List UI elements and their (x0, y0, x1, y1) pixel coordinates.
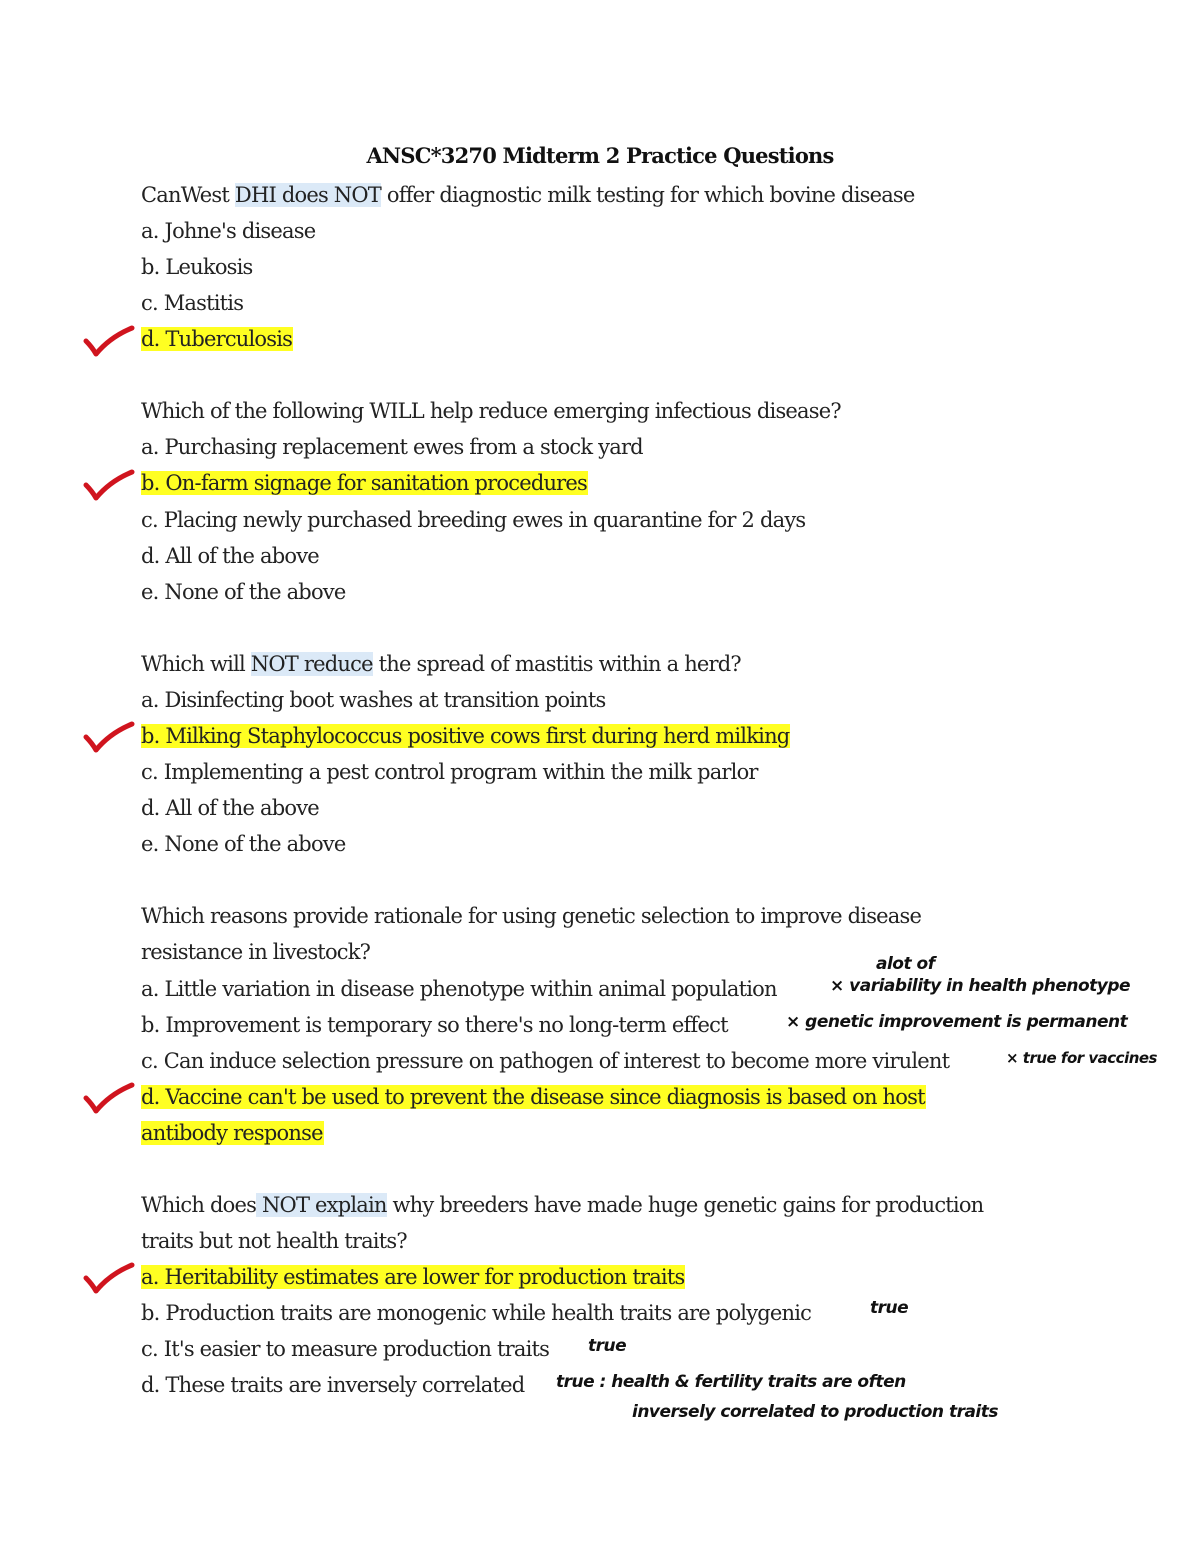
question-2-option-a: a. Purchasing replacement ewes from a stock yard (141, 435, 643, 459)
checkmark-icon (82, 1262, 136, 1296)
answer-highlight: b. On-farm signage for sanitation procedures (141, 471, 588, 495)
question-1-option-a: a. Johne's disease (141, 219, 316, 243)
question-2-option-e: e. None of the above (141, 580, 346, 604)
handwritten-note: alot of (876, 954, 935, 974)
question-3-option-a: a. Disinfecting boot washes at transition points (141, 688, 606, 712)
checkmark-icon (82, 469, 136, 503)
question-1-option-d (141, 324, 293, 354)
page-title: ANSC*3270 Midterm 2 Practice Questions (366, 143, 834, 168)
question-2-option-b (141, 468, 588, 498)
question-1-option-b: b. Leukosis (141, 255, 253, 279)
checkmark-icon (82, 721, 136, 755)
question-4-stem-line-1: Which reasons provide rationale for using genetic selection to improve disease (141, 904, 922, 928)
handwritten-note: true : health & fertility traits are often (556, 1372, 906, 1392)
answer-highlight: b. Milking Staphylococcus positive cows first during herd milking (141, 724, 790, 748)
question-2-option-d: d. All of the above (141, 544, 319, 568)
handwritten-note: inversely correlated to production traits (632, 1402, 999, 1422)
text-selection: NOT reduce (250, 652, 373, 676)
handwritten-note: × variability in health phenotype (830, 976, 1131, 996)
question-5-option-c: c. It's easier to measure production traits (141, 1337, 550, 1361)
question-4-option-d (141, 1082, 926, 1112)
question-3-option-e: e. None of the above (141, 832, 346, 856)
handwritten-note: × true for vaccines (1006, 1049, 1157, 1067)
question-1-option-c: c. Mastitis (141, 291, 244, 315)
question-3-option-d: d. All of the above (141, 796, 319, 820)
answer-highlight: d. Tuberculosis (141, 327, 293, 351)
question-5-option-b: b. Production traits are monogenic while health traits are polygenic (141, 1301, 812, 1325)
question-4-stem-line-2: resistance in livestock? (141, 940, 371, 964)
text-selection: DHI does NOT (234, 183, 381, 207)
text-selection: NOT explain (256, 1193, 387, 1217)
question-4-option-a: a. Little variation in disease phenotype within animal population (141, 977, 777, 1001)
question-2-stem: Which of the following WILL help reduce emerging infectious disease? (141, 399, 841, 423)
question-5-stem-line-1: Which does NOT explain why breeders have made huge genetic gains for production (141, 1193, 984, 1217)
handwritten-note: true (870, 1298, 909, 1318)
question-3-stem: Which will NOT reduce the spread of mastitis within a herd? (141, 652, 741, 676)
question-5-option-a (141, 1262, 685, 1292)
question-4-option-d-continued (141, 1118, 324, 1148)
handwritten-note: × genetic improvement is permanent (786, 1012, 1128, 1032)
checkmark-icon (82, 1082, 136, 1116)
question-5-stem-line-2: traits but not health traits? (141, 1229, 407, 1253)
checkmark-icon (82, 325, 136, 359)
question-3-option-c: c. Implementing a pest control program within the milk parlor (141, 760, 758, 784)
question-3-option-b (141, 721, 790, 751)
question-2-option-c: c. Placing newly purchased breeding ewes in quarantine for 2 days (141, 508, 806, 532)
question-5-option-d: d. These traits are inversely correlated (141, 1373, 525, 1397)
handwritten-note: true (588, 1336, 627, 1356)
answer-highlight: d. Vaccine can't be used to prevent the disease since diagnosis is based on host (141, 1085, 925, 1109)
answer-highlight: a. Heritability estimates are lower for production traits (141, 1265, 685, 1289)
question-1-stem: CanWest DHI does NOT offer diagnostic milk testing for which bovine disease (141, 183, 915, 207)
question-4-option-b: b. Improvement is temporary so there's no long-term effect (141, 1013, 728, 1037)
question-4-option-c: c. Can induce selection pressure on pathogen of interest to become more virulent (141, 1049, 950, 1073)
answer-highlight: antibody response (141, 1121, 323, 1145)
